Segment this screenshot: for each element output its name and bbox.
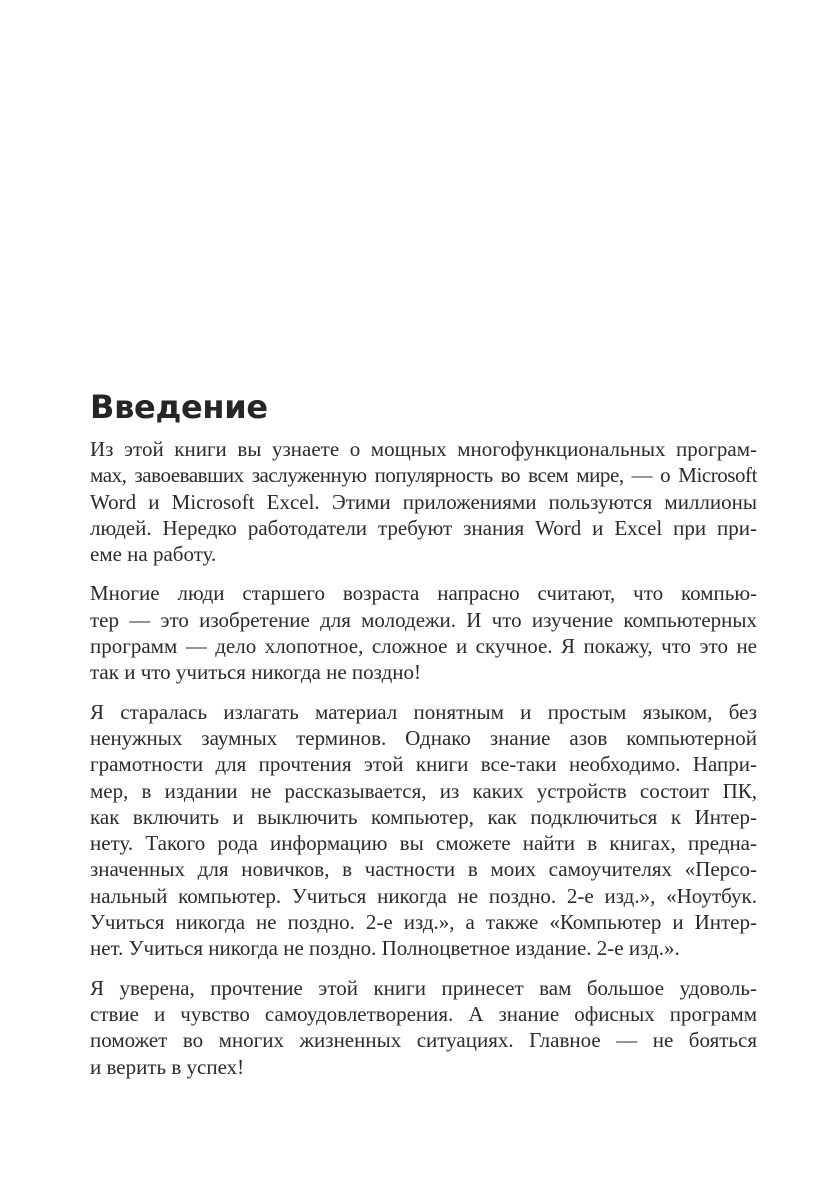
text-line: грамотности для прочтения этой книги все-таки необходимо. Напри- xyxy=(90,752,757,777)
text-line: Я старалась излагать материал понятным и простым языком, без xyxy=(90,699,757,724)
text-line: Я уверена, прочтение этой книги принесет вам большое удоволь- xyxy=(90,975,757,1000)
text-line: значенных для новичков, в частности в моих самоучителях «Персо- xyxy=(90,857,757,882)
page-body xyxy=(90,386,757,1093)
text-line: программ — дело хлопотное, сложное и скучное. Я покажу, что это не xyxy=(90,634,757,659)
text-line: еме на работу. xyxy=(90,542,217,567)
paragraph-4 xyxy=(90,975,757,1080)
text-line: мах, завоевавших заслуженную популярность во всем мире, — о Microsoft xyxy=(90,463,757,488)
text-line: нет. Учиться никогда не поздно. Полноцветное издание. 2-е изд.». xyxy=(90,936,680,961)
text-line: тер — это изобретение для молодежи. И что изучение компьютерных xyxy=(90,607,757,632)
text-line: нальный компьютер. Учиться никогда не поздно. 2-е изд.», «Ноутбук. xyxy=(90,883,757,908)
text-line: нету. Такого рода информацию вы сможете найти в книгах, предна- xyxy=(90,831,757,856)
text-line: Многие люди старшего возраста напрасно считают, что компью- xyxy=(90,581,757,606)
text-line: мер, в издании не рассказывается, из каких устройств состоит ПК, xyxy=(90,778,757,803)
text-line: Word и Microsoft Excel. Этими приложениями пользуются миллионы xyxy=(90,489,757,514)
text-line: как включить и выключить компьютер, как подключиться к Интер- xyxy=(90,804,757,829)
text-line: так и что учиться никогда не поздно! xyxy=(90,660,422,685)
text-line: людей. Нередко работодатели требуют знания Word и Excel при при- xyxy=(90,515,757,540)
text-line: ствие и чувство самоудовлетворения. А знание офисных программ xyxy=(90,1001,757,1026)
text-line: и верить в успех! xyxy=(90,1054,245,1079)
text-line: Учиться никогда не поздно. 2-е изд.», а также «Компьютер и Интер- xyxy=(90,910,757,935)
text-line: Из этой книги вы узнаете о мощных многофункциональных програм- xyxy=(90,437,757,461)
paragraph-1 xyxy=(90,436,757,567)
paragraph-2 xyxy=(90,580,757,685)
text-line: поможет во многих жизненных ситуациях. Главное — не бояться xyxy=(90,1028,757,1053)
chapter-title: Введение xyxy=(90,388,268,426)
text-line: ненужных заумных терминов. Однако знание азов компьютерной xyxy=(90,725,757,750)
paragraph-3 xyxy=(90,699,757,962)
